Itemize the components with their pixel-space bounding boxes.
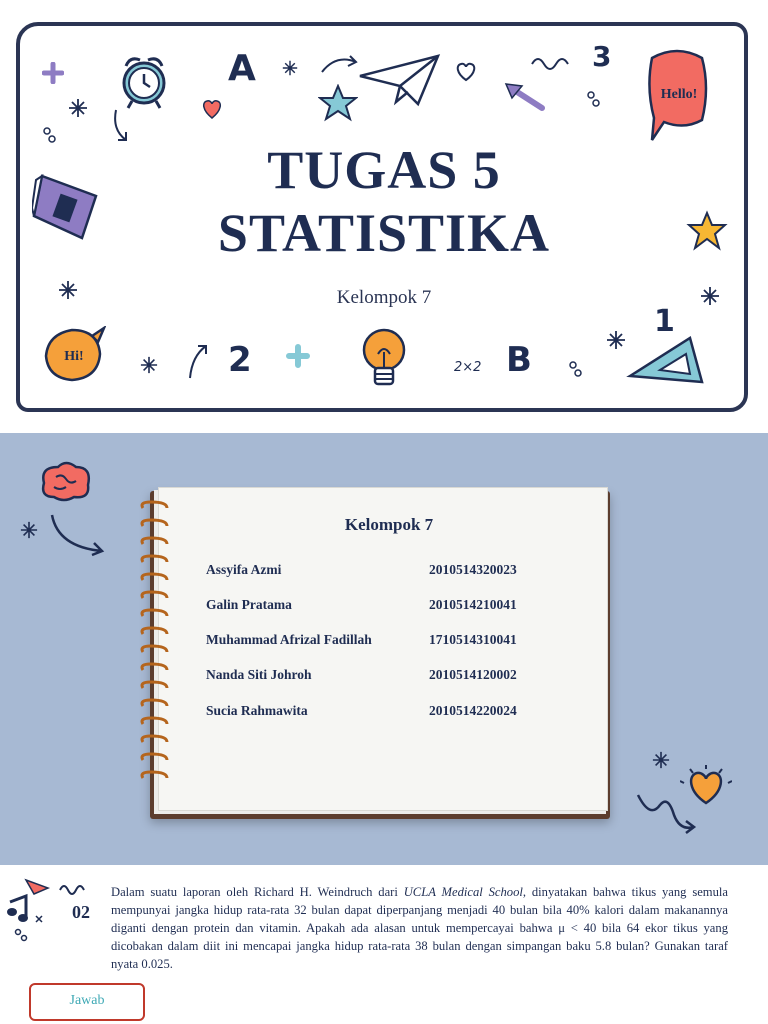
paper-plane-icon xyxy=(358,52,444,108)
squiggle-icon xyxy=(530,52,570,76)
slide-title-line-2: STATISTIKA xyxy=(217,203,551,263)
plus-icon xyxy=(42,62,64,84)
notebook-title: Kelompok 7 xyxy=(344,515,434,534)
question-text-italic: UCLA Medical School xyxy=(403,885,523,899)
dots-icon xyxy=(586,90,602,108)
math-note-doodle: 2×2 xyxy=(454,360,482,375)
number-2-doodle: 2 xyxy=(228,340,252,380)
member-nim: 2010514210041 xyxy=(429,597,517,612)
question-text-part2: , dinyatakan bahwa tikus yang semula mempunyai jangka hidup rata-rata 32 bulan dapat diperpanjang menjadi 40 bulan bila 40% kalori dalam makanannya diganti dengan protein dan vitamin. Apakah ada alasan untuk mempercayai bahwa μ < 40 bila 64 ekor tikus yang dicobakan dalam diit ini mencapai jangka hidup rata-rata 38 bulan dengan simpangan baku 5.8 bulan? Gunakan taraf nyata 0.025. xyxy=(111,885,728,971)
letter-b-doodle: B xyxy=(506,340,532,380)
sparkle-icon xyxy=(652,751,670,769)
member-row xyxy=(206,703,596,723)
slide-subtitle: Kelompok 7 xyxy=(336,287,432,308)
spiral-binding xyxy=(137,498,177,798)
plus-icon xyxy=(286,344,310,368)
member-nim: 1710514310041 xyxy=(429,632,517,647)
alarm-clock-icon xyxy=(112,48,176,112)
hi-bubble-text: Hi! xyxy=(64,349,84,364)
member-row xyxy=(206,562,596,582)
title-slide xyxy=(0,0,768,418)
question-slide xyxy=(0,866,768,1024)
member-row xyxy=(206,632,596,652)
question-text xyxy=(111,883,728,973)
brain-icon xyxy=(36,459,96,505)
member-nim: 2010514120002 xyxy=(429,667,517,682)
hello-bubble-text: Hello! xyxy=(660,87,698,102)
sparkle-icon xyxy=(606,330,626,350)
sparkle-icon xyxy=(140,356,158,374)
answer-button[interactable]: Jawab xyxy=(29,983,145,1021)
sparkle-icon xyxy=(282,60,298,76)
triangle-ruler-icon xyxy=(626,334,708,386)
member-name: Sucia Rahmawita xyxy=(206,703,308,718)
member-name: Muhammad Afrizal Fadillah xyxy=(206,632,372,647)
notebook-page xyxy=(158,487,608,811)
member-nim: 2010514220024 xyxy=(429,703,517,718)
letter-a-doodle: A xyxy=(228,48,256,89)
heart-icon xyxy=(200,98,224,120)
curved-arrow-icon xyxy=(110,108,132,144)
member-row xyxy=(206,597,596,617)
members-slide xyxy=(0,433,768,865)
sparkle-icon xyxy=(68,98,88,118)
curved-arrow-icon xyxy=(48,511,108,559)
squiggle-arrow-icon xyxy=(636,789,700,839)
slide-title-line-1: TUGAS 5 xyxy=(267,140,501,200)
number-1-doodle: 1 xyxy=(654,304,675,339)
star-icon xyxy=(318,84,358,122)
notebook xyxy=(150,491,610,819)
question-number: 02 xyxy=(72,902,90,922)
curved-arrow-icon xyxy=(320,52,360,76)
dots-icon xyxy=(568,360,584,378)
member-row xyxy=(206,667,596,687)
heart-outline-icon xyxy=(454,62,478,82)
member-nim: 2010514320023 xyxy=(429,562,517,577)
light-bulb-icon xyxy=(356,324,412,394)
number-3-doodle: 3 xyxy=(592,40,612,73)
curved-arrow-icon xyxy=(186,342,212,380)
question-text-part1: Dalam suatu laporan oleh Richard H. Weindruch dari xyxy=(111,885,404,899)
member-name: Galin Pratama xyxy=(206,597,292,612)
sparkle-icon xyxy=(20,521,38,539)
member-name: Nanda Siti Johroh xyxy=(206,667,312,682)
member-name: Assyifa Azmi xyxy=(206,562,282,577)
arrow-icon xyxy=(502,80,546,112)
